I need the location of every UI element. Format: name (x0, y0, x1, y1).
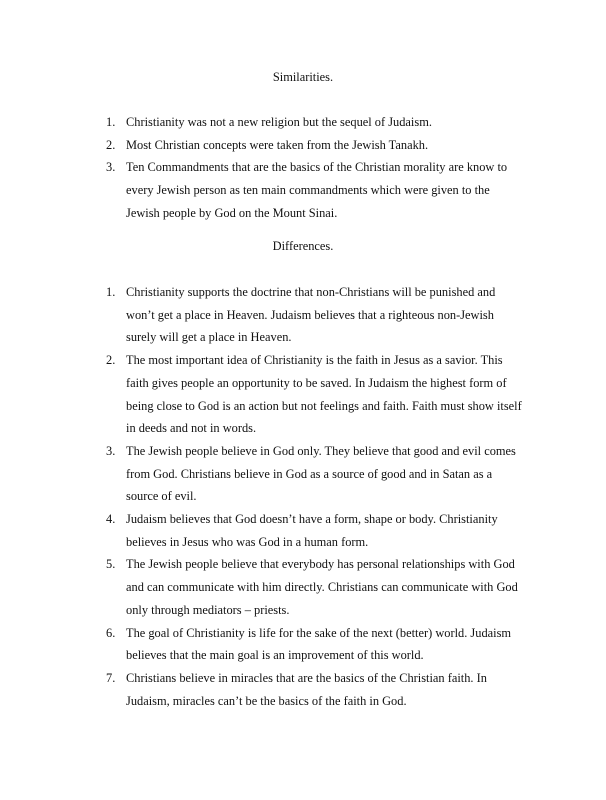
item-number: 3. (106, 160, 116, 175)
list-item (106, 508, 526, 553)
item-number: 4. (106, 512, 116, 527)
list-item (106, 553, 526, 621)
list-item (106, 349, 526, 440)
list-item (106, 111, 526, 134)
list-item (106, 622, 526, 667)
differences-heading: Differences. (272, 239, 334, 253)
similarities-heading: Similarities. (272, 70, 334, 84)
item-text: The Jewish people believe that everybody has personal relationships with God and can communicate with him directly. Christians can communicate with God only through mediators – priests. (126, 557, 518, 617)
item-number: 2. (106, 137, 116, 152)
list-item (106, 440, 526, 508)
item-text: Christianity supports the doctrine that non-Christians will be punished and won’t get a place in Heaven. Judaism believes that a righteous non-Jewish surely will get a place in Heaven. (126, 285, 496, 345)
item-text: The most important idea of Christianity is the faith in Jesus as a savior. This faith gives people an opportunity to be saved. In Judaism the highest form of being close to God is an action but not feelings and faith. Faith must show itself in deeds and not in words. (126, 353, 522, 436)
item-text: Christians believe in miracles that are the basics of the Christian faith. In Judaism, miracles can’t be the basics of the faith in God. (126, 670, 487, 708)
item-number: 2. (106, 353, 116, 368)
item-text: Most Christian concepts were taken from the Jewish Tanakh. (126, 137, 429, 152)
item-text: Judaism believes that God doesn’t have a form, shape or body. Christianity believes in Jesus who was God in a human form. (126, 512, 498, 549)
item-number: 6. (106, 625, 116, 640)
list-item (106, 667, 526, 712)
item-text: Christianity was not a new religion but the sequel of Judaism. (126, 115, 432, 129)
item-number: 1. (106, 115, 116, 129)
item-number: 1. (106, 285, 116, 299)
list-item (106, 281, 526, 349)
list-item (106, 134, 526, 157)
item-text: The goal of Christianity is life for the sake of the next (better) world. Judaism believes that the main goal is an improvement of this world. (126, 625, 512, 663)
similarities-list (106, 111, 526, 225)
item-text: The Jewish people believe in God only. They believe that good and evil comes from God. Christians believe in God as a source of good and in Satan as a source of evil. (126, 443, 516, 504)
item-text: Ten Commandments that are the basics of the Christian morality are know to every Jewish person as ten main commandments which were given to the Jewish people by God on the Mount Sinai. (126, 160, 508, 220)
item-number: 3. (106, 443, 116, 458)
list-item (106, 156, 526, 224)
item-number: 7. (106, 670, 116, 685)
differences-list (106, 281, 526, 712)
item-number: 5. (106, 557, 116, 572)
